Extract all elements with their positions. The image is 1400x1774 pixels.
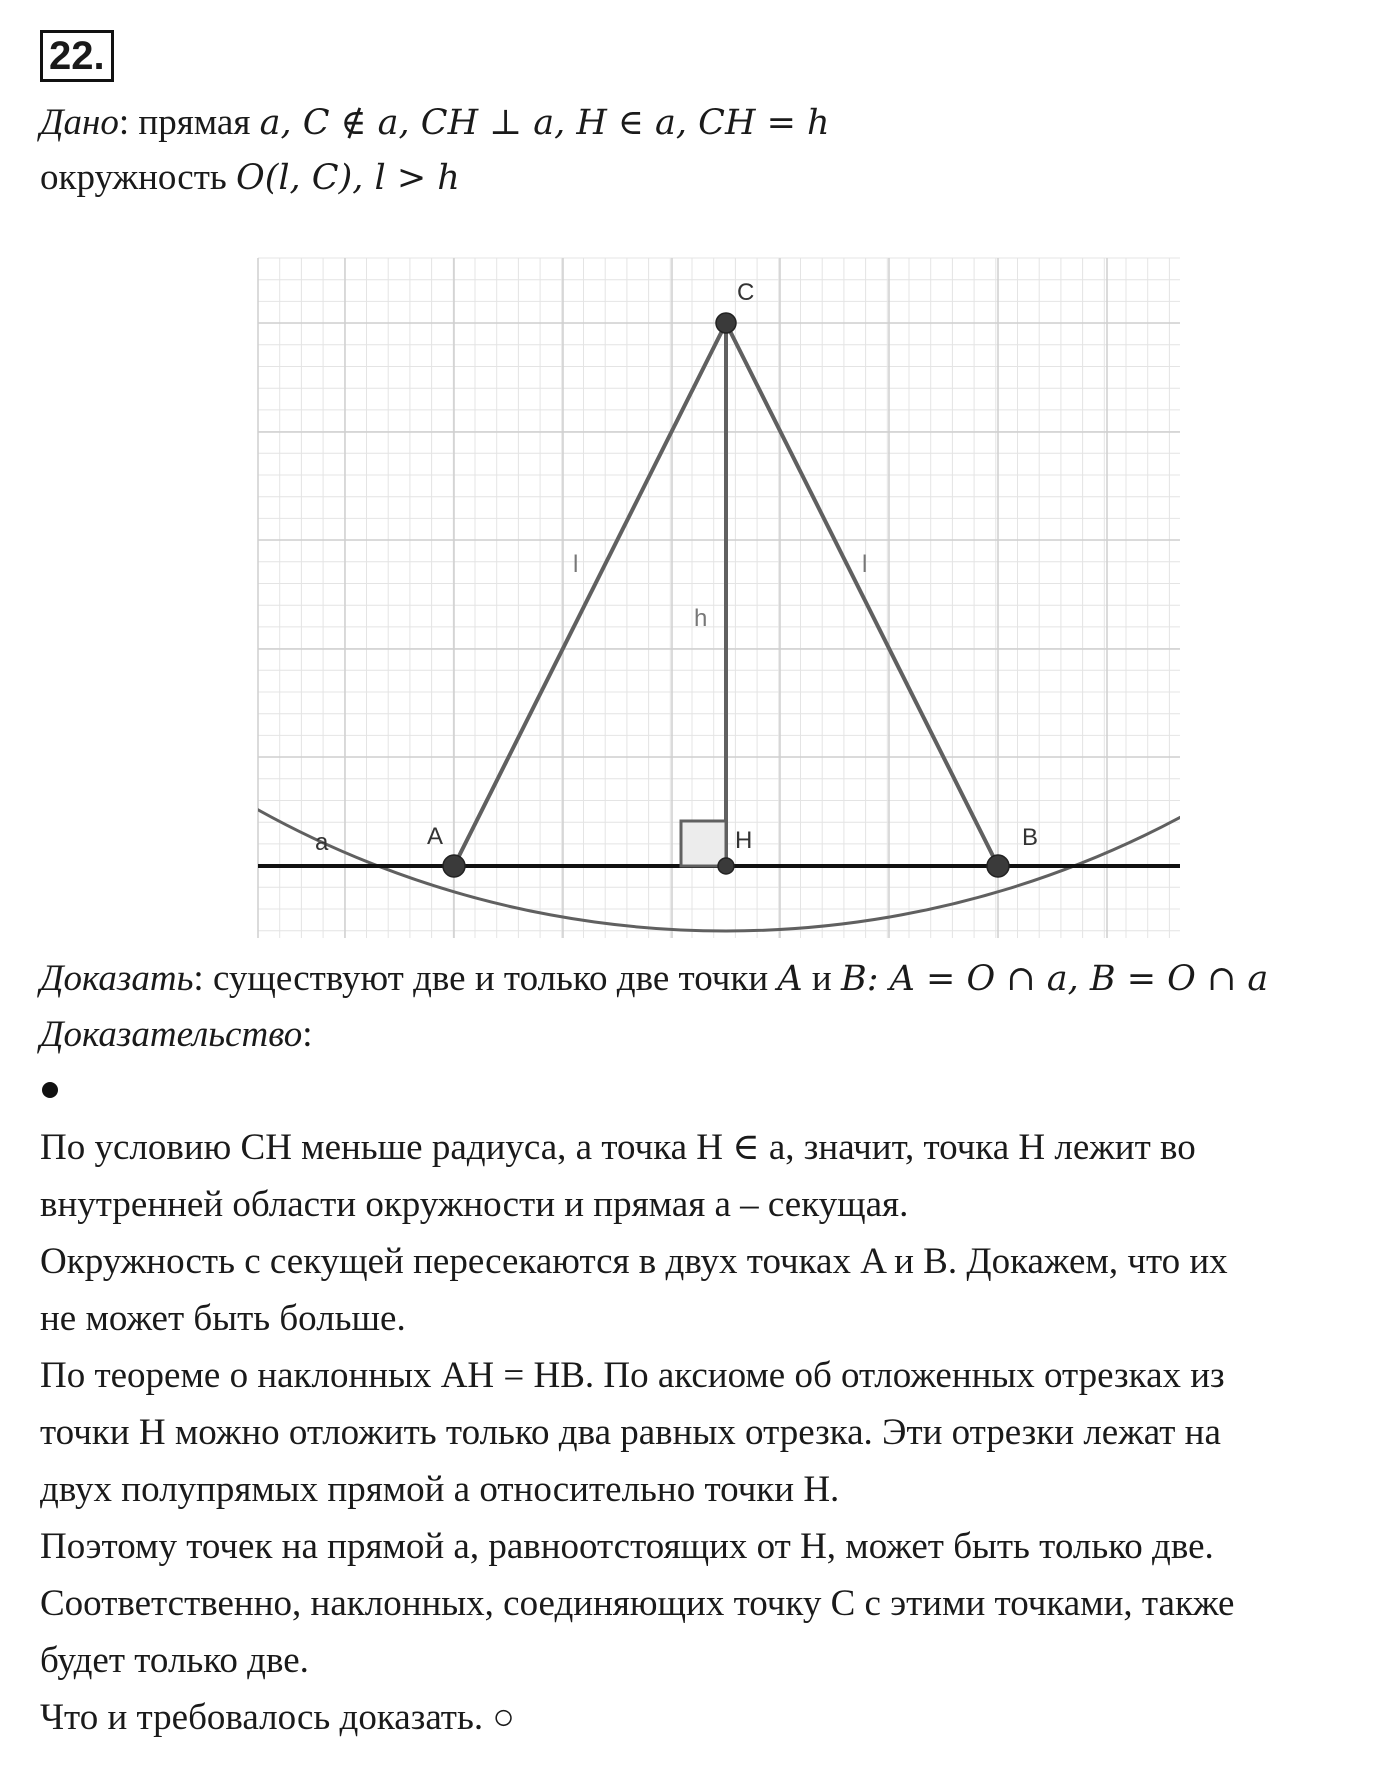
label-a: A (427, 823, 444, 850)
proof-line-11: Что и требовалось доказать. ○ (40, 1697, 515, 1738)
label-line-a: a (315, 829, 329, 856)
given-text: : прямая (118, 102, 260, 143)
prove-math-a: A (777, 959, 803, 999)
proof-line-9: Соответственно, наклонных, соединяющих точку C с этими точками, также (40, 1583, 1235, 1624)
circle-math: O(l, C), l > h (236, 158, 460, 198)
proof-line-1: По условию CH меньше радиуса, а точка H ∈ a, значит, точка H лежит во (40, 1127, 1196, 1168)
point-h (718, 858, 734, 874)
given-math: a, C ∉ a, CH ⊥ a, H ∈ a, CH = h (259, 103, 830, 143)
label-h: H (735, 827, 753, 854)
proof-label: Доказательство (40, 1014, 303, 1055)
point-b (987, 855, 1009, 877)
given-label: Дано (40, 102, 119, 143)
proof-line-3: Окружность с секущей пересекаются в двух точках A и B. Докажем, что их (40, 1241, 1228, 1282)
label-b: B (1022, 824, 1039, 851)
label-c: C (737, 279, 755, 306)
point-a (443, 855, 465, 877)
label-segment-h: h (694, 605, 708, 632)
proof-line-7: двух полупрямых прямой a относительно точки H. (40, 1469, 840, 1510)
label-segment-l-right: l (862, 551, 868, 578)
bullet-icon (42, 1082, 58, 1098)
proof-line-2: внутренней области окружности и прямая a – секущая. (40, 1184, 909, 1225)
proof-line-6: точки H можно отложить только два равных отрезка. Эти отрезки лежат на (40, 1412, 1221, 1453)
prove-line (40, 956, 1268, 1002)
right-angle-marker (681, 821, 726, 866)
prove-label: Доказать (40, 958, 194, 999)
circle-text: окружность (40, 157, 237, 198)
prove-text: : существуют две и только две точки (193, 958, 778, 999)
label-segment-l-left: l (573, 551, 579, 578)
proof-line-5: По теореме о наклонных AH = HB. По аксиоме об отложенных отрезках из (40, 1355, 1225, 1396)
proof-heading (40, 1012, 313, 1058)
proof-colon: : (302, 1014, 313, 1055)
point-c (716, 313, 736, 333)
segment-cb (726, 323, 998, 866)
prove-and: и (802, 958, 841, 999)
problem-number: 22. (40, 30, 114, 82)
proof-line-8: Поэтому точек на прямой a, равноотстоящих от H, может быть только две. (40, 1526, 1214, 1567)
proof-line-4: не может быть больше. (40, 1298, 406, 1339)
segment-ca (454, 323, 726, 866)
proof-line-10: будет только две. (40, 1640, 309, 1681)
prove-math-b: B: A = O ∩ a, B = O ∩ a (840, 959, 1269, 999)
